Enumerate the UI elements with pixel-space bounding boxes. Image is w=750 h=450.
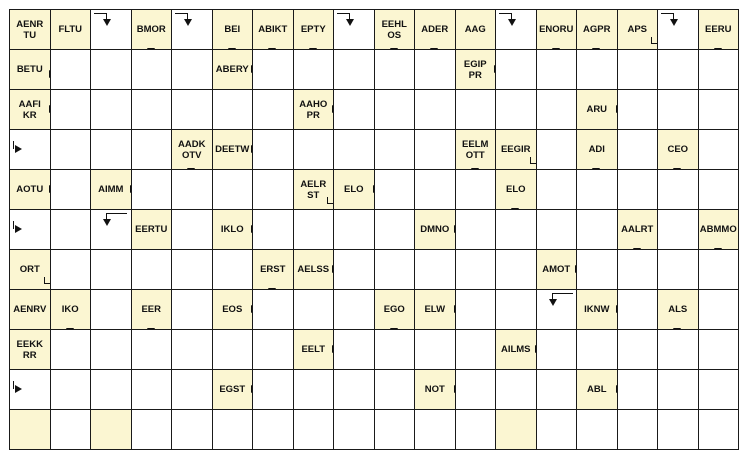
answer-cell[interactable] <box>333 329 375 370</box>
clue-cell <box>293 9 335 50</box>
clue-text: ABERY <box>215 64 249 75</box>
answer-cell[interactable] <box>455 289 497 330</box>
answer-cell[interactable] <box>495 289 537 330</box>
clue-text: ELO <box>505 184 526 195</box>
clue-cell <box>455 9 497 50</box>
clue-text: AAHO PR <box>299 98 328 121</box>
answer-cell[interactable] <box>536 329 578 370</box>
answer-cell[interactable] <box>576 329 618 370</box>
clue-cell <box>293 89 335 130</box>
answer-cell[interactable] <box>252 169 294 210</box>
answer-cell[interactable] <box>374 249 416 290</box>
clue-cell <box>252 9 294 50</box>
answer-cell[interactable] <box>293 129 335 170</box>
clue-text: AMOT <box>542 264 571 275</box>
answer-cell[interactable] <box>414 89 456 130</box>
answer-cell[interactable] <box>698 249 740 290</box>
answer-cell[interactable] <box>212 169 254 210</box>
clue-text: BMOR <box>136 24 166 35</box>
arrow-down-icon <box>103 219 111 226</box>
clue-text: FLTU <box>58 24 83 35</box>
answer-cell[interactable] <box>455 89 497 130</box>
answer-cell[interactable] <box>698 89 740 130</box>
answer-cell[interactable] <box>252 369 294 410</box>
clue-text: BETU <box>16 64 43 75</box>
clue-text: CEO <box>667 144 689 155</box>
clue-cell <box>131 289 173 330</box>
clue-cell <box>212 289 254 330</box>
answer-cell[interactable] <box>90 129 132 170</box>
answer-cell[interactable] <box>252 209 294 250</box>
answer-cell[interactable] <box>50 209 92 250</box>
clue-text <box>10 410 50 449</box>
answer-cell[interactable] <box>293 289 335 330</box>
answer-cell[interactable] <box>414 169 456 210</box>
answer-cell[interactable] <box>657 49 699 90</box>
clue-cell <box>9 289 51 330</box>
answer-cell[interactable] <box>617 329 659 370</box>
answer-cell[interactable] <box>576 249 618 290</box>
answer-cell[interactable] <box>171 89 213 130</box>
answer-cell[interactable] <box>374 409 416 450</box>
answer-cell[interactable] <box>536 369 578 410</box>
clue-text: EERU <box>705 24 732 35</box>
answer-cell[interactable] <box>333 49 375 90</box>
answer-cell[interactable] <box>252 329 294 370</box>
answer-cell[interactable] <box>333 369 375 410</box>
clue-text: ABIKT <box>258 24 288 35</box>
answer-cell[interactable] <box>495 369 537 410</box>
answer-cell[interactable] <box>131 329 173 370</box>
clue-text: EPTY <box>300 24 326 35</box>
clue-text: ARU <box>586 104 608 115</box>
answer-cell[interactable] <box>50 129 92 170</box>
answer-cell[interactable] <box>617 409 659 450</box>
answer-cell[interactable] <box>90 89 132 130</box>
clue-cell <box>212 369 254 410</box>
clue-text: AIMM <box>98 184 124 195</box>
clue-text: EGIP PR <box>463 58 487 81</box>
answer-cell[interactable] <box>131 169 173 210</box>
answer-cell[interactable] <box>657 329 699 370</box>
answer-cell[interactable] <box>698 329 740 370</box>
clue-text: NOT <box>424 384 445 395</box>
clue-cell <box>576 289 618 330</box>
answer-cell[interactable] <box>617 249 659 290</box>
answer-cell[interactable] <box>171 209 213 250</box>
clue-cell <box>657 129 699 170</box>
answer-cell[interactable] <box>495 49 537 90</box>
answer-cell[interactable] <box>576 209 618 250</box>
clue-text: IKNW <box>584 304 610 315</box>
answer-cell[interactable] <box>617 289 659 330</box>
answer-cell[interactable] <box>536 169 578 210</box>
arrow-down-icon <box>670 19 678 26</box>
arrow-down-icon <box>184 19 192 26</box>
arrow-down-icon <box>346 19 354 26</box>
answer-cell[interactable] <box>495 249 537 290</box>
clue-cell <box>455 49 497 90</box>
answer-cell[interactable] <box>171 169 213 210</box>
answer-cell[interactable] <box>90 289 132 330</box>
arrow-down-icon <box>549 299 557 306</box>
clue-text: BEI <box>224 24 241 35</box>
answer-cell[interactable] <box>414 49 456 90</box>
clue-cell <box>576 129 618 170</box>
answer-cell[interactable] <box>617 129 659 170</box>
clue-text: EERTU <box>135 224 168 235</box>
answer-cell[interactable] <box>212 89 254 130</box>
clue-cell <box>333 169 375 210</box>
clue-text: EELM OTT <box>462 138 489 161</box>
answer-cell[interactable] <box>212 409 254 450</box>
answer-cell[interactable] <box>414 129 456 170</box>
clue-text: IKO <box>61 304 79 315</box>
clue-text: AALRT <box>621 224 654 235</box>
answer-cell[interactable] <box>90 49 132 90</box>
clue-text: AELSS <box>297 264 330 275</box>
clue-cell <box>212 209 254 250</box>
answer-cell[interactable] <box>50 409 92 450</box>
answer-cell[interactable] <box>90 369 132 410</box>
clue-cell <box>576 369 618 410</box>
answer-cell[interactable] <box>50 49 92 90</box>
clue-cell <box>495 169 537 210</box>
clue-cell <box>293 249 335 290</box>
answer-cell[interactable] <box>171 409 213 450</box>
answer-cell[interactable] <box>698 169 740 210</box>
clue-cell <box>414 289 456 330</box>
answer-cell[interactable] <box>333 129 375 170</box>
answer-cell[interactable] <box>50 369 92 410</box>
clue-text: ELO <box>343 184 364 195</box>
answer-cell[interactable] <box>374 329 416 370</box>
clue-cell <box>495 409 537 450</box>
answer-cell[interactable] <box>171 329 213 370</box>
answer-cell[interactable] <box>333 409 375 450</box>
answer-cell[interactable] <box>131 129 173 170</box>
clue-text: AADK OTV <box>178 138 206 161</box>
answer-cell[interactable] <box>374 169 416 210</box>
clue-text: AOTU <box>16 184 44 195</box>
answer-cell[interactable] <box>131 89 173 130</box>
answer-cell[interactable] <box>50 89 92 130</box>
clue-text: EER <box>141 304 162 315</box>
answer-cell[interactable] <box>414 249 456 290</box>
clue-text: IKLO <box>220 224 244 235</box>
answer-cell[interactable] <box>536 49 578 90</box>
answer-cell[interactable] <box>171 369 213 410</box>
clue-cell <box>50 9 92 50</box>
clue-text: EELT <box>301 344 326 355</box>
answer-cell[interactable] <box>333 289 375 330</box>
clue-text: EGO <box>383 304 405 315</box>
answer-cell[interactable] <box>414 329 456 370</box>
answer-cell[interactable] <box>576 409 618 450</box>
clue-cell <box>455 129 497 170</box>
arrow-down-icon <box>103 19 111 26</box>
answer-cell[interactable] <box>698 369 740 410</box>
answer-cell[interactable] <box>374 369 416 410</box>
answer-cell[interactable] <box>455 209 497 250</box>
clue-text: AGPR <box>583 24 611 35</box>
answer-cell[interactable] <box>698 409 740 450</box>
answer-cell[interactable] <box>657 369 699 410</box>
answer-cell[interactable] <box>374 129 416 170</box>
answer-cell[interactable] <box>576 49 618 90</box>
clue-cell <box>495 329 537 370</box>
answer-cell[interactable] <box>252 409 294 450</box>
clue-text: ELW <box>424 304 446 315</box>
answer-cell[interactable] <box>171 49 213 90</box>
clue-text <box>91 410 131 449</box>
answer-cell[interactable] <box>698 289 740 330</box>
clue-text: EEGIR <box>500 144 531 155</box>
clue-cell <box>617 209 659 250</box>
clue-text <box>496 410 536 449</box>
clue-cell <box>9 409 51 450</box>
answer-cell[interactable] <box>617 369 659 410</box>
answer-cell[interactable] <box>414 409 456 450</box>
answer-cell[interactable] <box>90 249 132 290</box>
answer-cell[interactable] <box>333 89 375 130</box>
answer-cell[interactable] <box>252 49 294 90</box>
clue-text: ENORU <box>539 24 574 35</box>
clue-cell <box>212 49 254 90</box>
clue-text: AENR TU <box>16 18 44 41</box>
clue-cell <box>9 89 51 130</box>
clue-cell <box>131 9 173 50</box>
answer-cell[interactable] <box>455 249 497 290</box>
clue-cell <box>252 249 294 290</box>
arrow-right-icon <box>15 225 22 233</box>
clue-cell <box>9 9 51 50</box>
answer-cell[interactable] <box>50 249 92 290</box>
clue-cell <box>374 289 416 330</box>
answer-cell[interactable] <box>50 169 92 210</box>
clue-cell <box>212 9 254 50</box>
answer-cell[interactable] <box>576 169 618 210</box>
clue-cell <box>698 209 740 250</box>
answer-cell[interactable] <box>455 169 497 210</box>
clue-cell <box>131 209 173 250</box>
clue-cell <box>9 169 51 210</box>
clue-cell <box>576 89 618 130</box>
answer-cell[interactable] <box>131 369 173 410</box>
answer-cell[interactable] <box>212 249 254 290</box>
answer-cell[interactable] <box>293 49 335 90</box>
clue-cell <box>9 329 51 370</box>
answer-cell[interactable] <box>131 409 173 450</box>
answer-cell[interactable] <box>657 409 699 450</box>
clue-text: AENRV <box>13 304 47 315</box>
clue-cell <box>657 289 699 330</box>
clue-cell <box>9 49 51 90</box>
clue-cell <box>90 169 132 210</box>
clue-cell <box>536 249 578 290</box>
clue-cell <box>576 9 618 50</box>
arrow-down-icon <box>508 19 516 26</box>
answer-cell[interactable] <box>495 209 537 250</box>
clue-text: AAG <box>464 24 486 35</box>
answer-cell[interactable] <box>90 329 132 370</box>
clue-text: ADER <box>421 24 449 35</box>
clue-text: AILMS <box>500 344 531 355</box>
answer-cell[interactable] <box>333 249 375 290</box>
clue-text: ORT <box>19 264 40 275</box>
arrowword-grid <box>9 9 745 429</box>
answer-cell[interactable] <box>536 129 578 170</box>
clue-text: EEKK RR <box>16 338 43 361</box>
clue-cell <box>414 369 456 410</box>
answer-cell[interactable] <box>495 89 537 130</box>
clue-text: ALS <box>668 304 688 315</box>
answer-cell[interactable] <box>333 209 375 250</box>
answer-cell[interactable] <box>657 209 699 250</box>
clue-text: EEHL OS <box>381 18 407 41</box>
clue-cell <box>90 409 132 450</box>
answer-cell[interactable] <box>171 249 213 290</box>
clue-text: ABL <box>586 384 607 395</box>
clue-cell <box>212 129 254 170</box>
answer-cell[interactable] <box>617 49 659 90</box>
answer-cell[interactable] <box>657 169 699 210</box>
answer-cell[interactable] <box>50 329 92 370</box>
clue-text: ADI <box>588 144 605 155</box>
answer-cell[interactable] <box>252 89 294 130</box>
answer-cell[interactable] <box>617 89 659 130</box>
clue-cell <box>293 329 335 370</box>
answer-cell[interactable] <box>212 329 254 370</box>
answer-cell[interactable] <box>617 169 659 210</box>
clue-text: ERST <box>260 264 286 275</box>
answer-cell[interactable] <box>536 89 578 130</box>
clue-text: DMNO <box>420 224 450 235</box>
answer-cell[interactable] <box>374 209 416 250</box>
answer-cell[interactable] <box>131 49 173 90</box>
answer-cell[interactable] <box>293 209 335 250</box>
clue-text: ABMMO <box>699 224 737 235</box>
answer-cell[interactable] <box>657 89 699 130</box>
answer-cell[interactable] <box>131 249 173 290</box>
answer-cell[interactable] <box>536 209 578 250</box>
clue-cell <box>536 9 578 50</box>
clue-text: EGST <box>219 384 246 395</box>
arrow-right-icon <box>15 385 22 393</box>
answer-cell[interactable] <box>252 289 294 330</box>
answer-cell[interactable] <box>374 89 416 130</box>
answer-cell[interactable] <box>374 49 416 90</box>
clue-cell <box>698 9 740 50</box>
answer-cell[interactable] <box>536 409 578 450</box>
answer-cell[interactable] <box>455 369 497 410</box>
clue-text: AELR ST <box>300 178 327 201</box>
clue-text: AAFI KR <box>18 98 41 121</box>
clue-cell <box>50 289 92 330</box>
clue-cell <box>171 129 213 170</box>
answer-cell[interactable] <box>657 249 699 290</box>
answer-cell[interactable] <box>293 369 335 410</box>
arrow-right-icon <box>15 145 22 153</box>
answer-cell[interactable] <box>171 289 213 330</box>
clue-cell <box>414 209 456 250</box>
answer-cell[interactable] <box>455 329 497 370</box>
clue-text: DEETW <box>215 144 250 155</box>
clue-cell <box>374 9 416 50</box>
clue-text: EOS <box>222 304 243 315</box>
clue-text: APS <box>627 24 648 35</box>
answer-cell[interactable] <box>252 129 294 170</box>
answer-cell[interactable] <box>455 409 497 450</box>
answer-cell[interactable] <box>293 409 335 450</box>
clue-cell <box>414 9 456 50</box>
answer-cell[interactable] <box>698 129 740 170</box>
answer-cell[interactable] <box>698 49 740 90</box>
